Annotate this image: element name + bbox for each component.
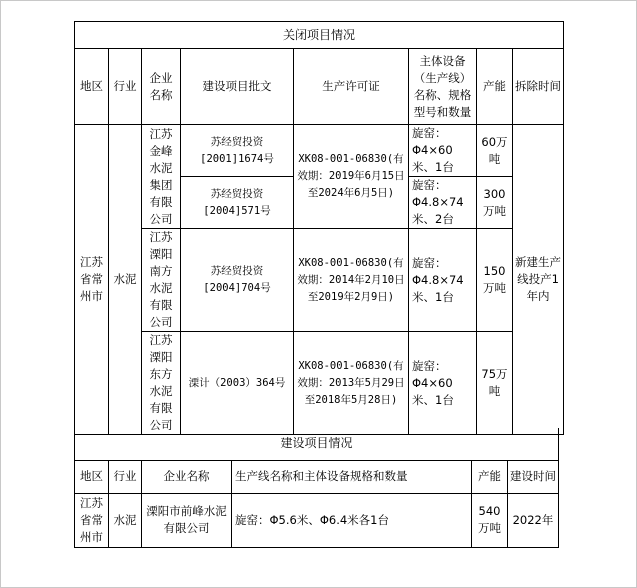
capacity-cell: 75万吨: [477, 332, 513, 435]
license-cell: XK08-001-06830(有效期：2014年2月10日至2019年2月9日): [294, 229, 409, 332]
construction-time-cell: 2022年: [508, 493, 559, 547]
header-region: 地区: [75, 460, 109, 493]
construction-equipment-cell: 旋窑：Φ5.6米、Φ6.4米各1台: [232, 493, 472, 547]
capacity-cell: 60万吨: [477, 125, 513, 177]
license-cell: XK08-001-06830(有效期：2013年5月29日至2018年5月28日): [294, 332, 409, 435]
header-industry: 行业: [109, 460, 142, 493]
construction-section-title: 建设项目情况: [75, 428, 559, 460]
header-license: 生产许可证: [294, 49, 409, 125]
header-demolish-time: 拆除时间: [513, 49, 564, 125]
closed-section-title: 关闭项目情况: [75, 22, 564, 49]
equipment-cell: 旋窑：Φ4.8×74米、1台: [409, 229, 477, 332]
construction-projects-table: [74, 428, 559, 548]
approval-cell: 苏经贸投资[2001]1674号: [181, 125, 294, 177]
closed-projects-table: [74, 21, 564, 435]
header-company: 企业名称: [142, 49, 181, 125]
closed-demolish-time-cell: 新建生产线投产1年内: [513, 125, 564, 435]
approval-cell: 溧计（2003）364号: [181, 332, 294, 435]
header-region: 地区: [75, 49, 109, 125]
equipment-cell: 旋窑：Φ4×60米、1台: [409, 332, 477, 435]
construction-region-cell: 江苏省常州市: [75, 493, 109, 547]
capacity-cell: 300万吨: [477, 177, 513, 229]
equipment-cell: 旋窑：Φ4.8×74米、2台: [409, 177, 477, 229]
equipment-cell: 旋窑：Φ4×60米、1台: [409, 125, 477, 177]
construction-company-cell: 溧阳市前峰水泥有限公司: [142, 493, 232, 547]
header-approval: 建设项目批文: [181, 49, 294, 125]
company-name-cell: 江苏金峰水泥集团有限公司: [142, 125, 181, 229]
construction-capacity-cell: 540万吨: [472, 493, 508, 547]
header-capacity: 产能: [477, 49, 513, 125]
closed-industry-cell: 水泥: [109, 125, 142, 435]
company-name-cell: 江苏溧阳东方水泥有限公司: [142, 332, 181, 435]
header-industry: 行业: [109, 49, 142, 125]
header-company: 企业名称: [142, 460, 232, 493]
closed-region-cell: 江苏省常州市: [75, 125, 109, 435]
construction-industry-cell: 水泥: [109, 493, 142, 547]
license-cell: XK08-001-06830(有效期：2019年6月15日至2024年6月5日): [294, 125, 409, 229]
approval-cell: 苏经贸投资[2004]571号: [181, 177, 294, 229]
approval-cell: 苏经贸投资[2004]704号: [181, 229, 294, 332]
capacity-cell: 150万吨: [477, 229, 513, 332]
header-equipment: 生产线名称和主体设备规格和数量: [232, 460, 472, 493]
header-equipment: 主体设备（生产线）名称、规格型号和数量: [409, 49, 477, 125]
header-build-time: 建设时间: [508, 460, 559, 493]
company-name-cell: 江苏溧阳南方水泥有限公司: [142, 229, 181, 332]
header-capacity: 产能: [472, 460, 508, 493]
